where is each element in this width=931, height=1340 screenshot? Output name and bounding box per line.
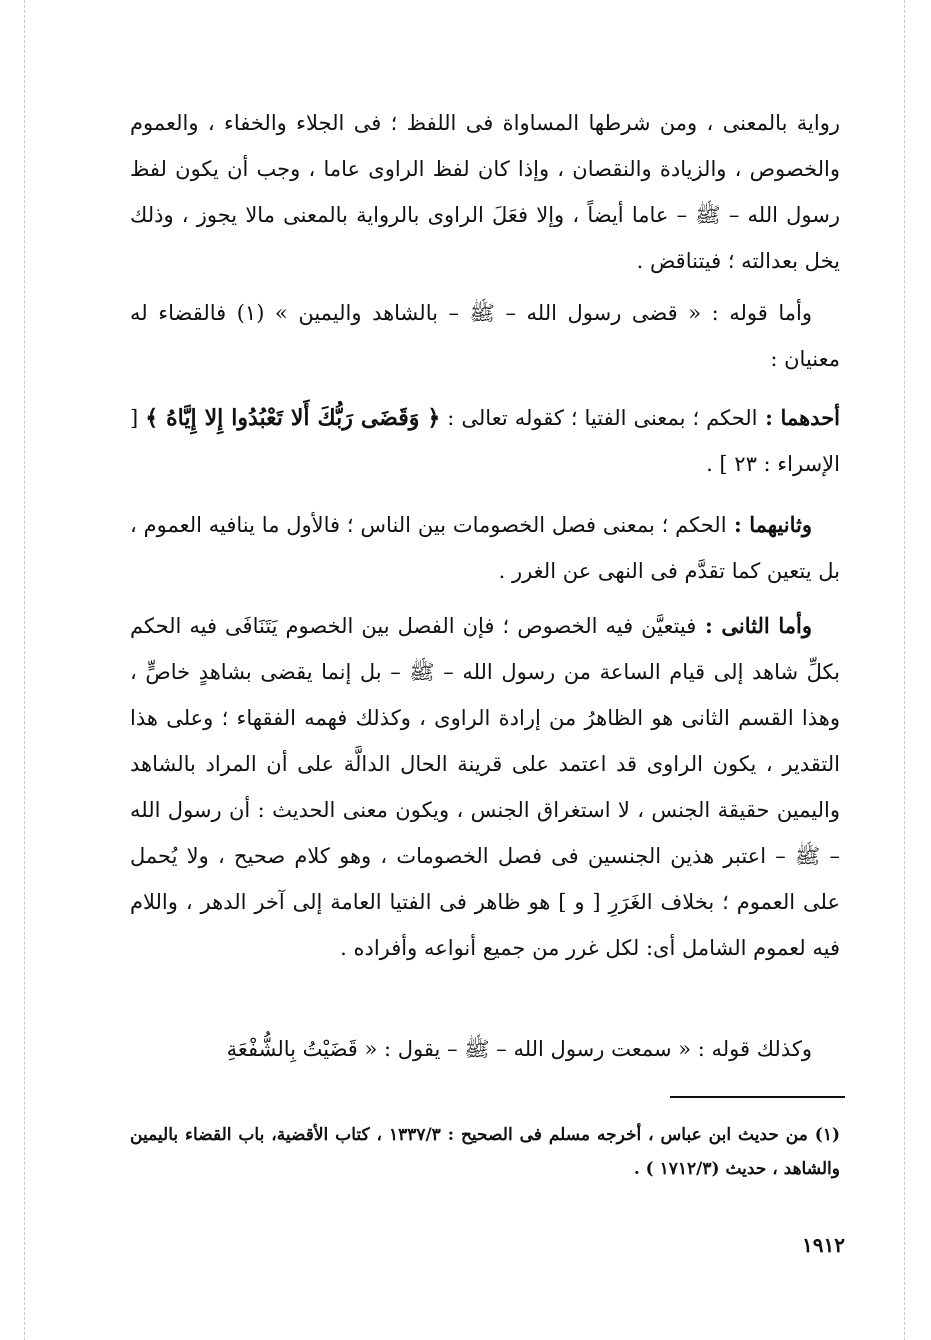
paragraph-5 bbox=[130, 603, 840, 971]
paragraph-6: وكذلك قوله : « سمعت رسول الله – ﷺ – يقول : « قَضَيْتُ بِالشُّفْعَةِ bbox=[226, 1037, 812, 1061]
paragraph-3 bbox=[130, 395, 840, 487]
footnote: (١) من حديث ابن عباس ، أخرجه مسلم فى الصحيح : ١٣٣٧/٣ ، كتاب الأقضية، باب القضاء باليمين والشاهد ، حديث (١٧١٢/٣ ) . bbox=[130, 1125, 840, 1179]
paragraph-4-lead: وثانيهما : bbox=[726, 512, 812, 537]
paragraph-3-text: الحكم ؛ بمعنى الفتيا ؛ كقوله تعالى : bbox=[440, 406, 758, 430]
page-number: ١٩١٢ bbox=[802, 1233, 845, 1257]
paragraph-4 bbox=[130, 502, 840, 594]
quran-verse: ﴿ وَقَضَى رَبُّكَ أَلا تَعْبُدُوا إِلا إِيَّاهُ ﴾ bbox=[145, 405, 441, 431]
paragraph-4-text: الحكم ؛ بمعنى فصل الخصومات بين الناس ؛ فالأول ما ينافيه العموم ، بل يتعين كما تقدَّم فى النهى عن الغرر . bbox=[130, 513, 840, 583]
quran-reference: [ الإسراء : ٢٣ ] . bbox=[130, 406, 840, 476]
paragraph-3-lead: أحدهما : bbox=[757, 405, 841, 430]
footnote-divider bbox=[670, 1096, 845, 1098]
left-margin-guide bbox=[24, 0, 25, 1340]
paragraph-1: رواية بالمعنى ، ومن شرطها المساواة فى اللفظ ؛ فى الجلاء والخفاء ، والعموم والخصوص ، والزيادة والنقصان ، وإذا كان لفظ الراوى عاما ، وجب أن يكون لفظ رسول الله – ﷺ – عاما أيضاً ، وإلا فعَلَ الراوى بالرواية بالمعنى مالا يجوز ، وذلك يخل بعدالته ؛ فيتناقض . bbox=[130, 111, 840, 273]
paragraph-5-text: فيتعيَّن فيه الخصوص ؛ فإن الفصل بين الخصوم يَتَنَافَى فيه الحكم بكلِّ شاهد إلى قيام الساعة من رسول الله – ﷺ – بل إنما يقضى بشاهدٍ خاصٍّ ، وهذا القسم الثانى هو الظاهرُ من إرادة الراوى ، وكذلك فهمه الفقهاء ؛ وعلى هذا التقدير ، يكون الراوى قد اعتمد على قرينة الحال الدالَّة على أن المراد بالشاهد واليمين حقيقة الجنس ، لا استغراق الجنس ، ويكون معنى الحديث : أن رسول الله – ﷺ – اعتبر هذين الجنسين فى فصل الخصومات ، وهو كلام صحيح ، ولا يُحمل على العموم ؛ بخلاف الغَرَرِ [ و ] هو ظاهر فى الفتيا العامة إلى آخر الدهر ، واللام فيه لعموم الشامل أى: لكل غرر من جميع أنواعه وأفراده . bbox=[130, 614, 840, 960]
paragraph-5-lead: وأما الثانى : bbox=[696, 613, 812, 638]
paragraph-2: وأما قوله : « قضى رسول الله – ﷺ – بالشاهد واليمين » (١) فالقضاء له معنيان : bbox=[130, 301, 840, 371]
right-margin-guide bbox=[904, 0, 905, 1340]
